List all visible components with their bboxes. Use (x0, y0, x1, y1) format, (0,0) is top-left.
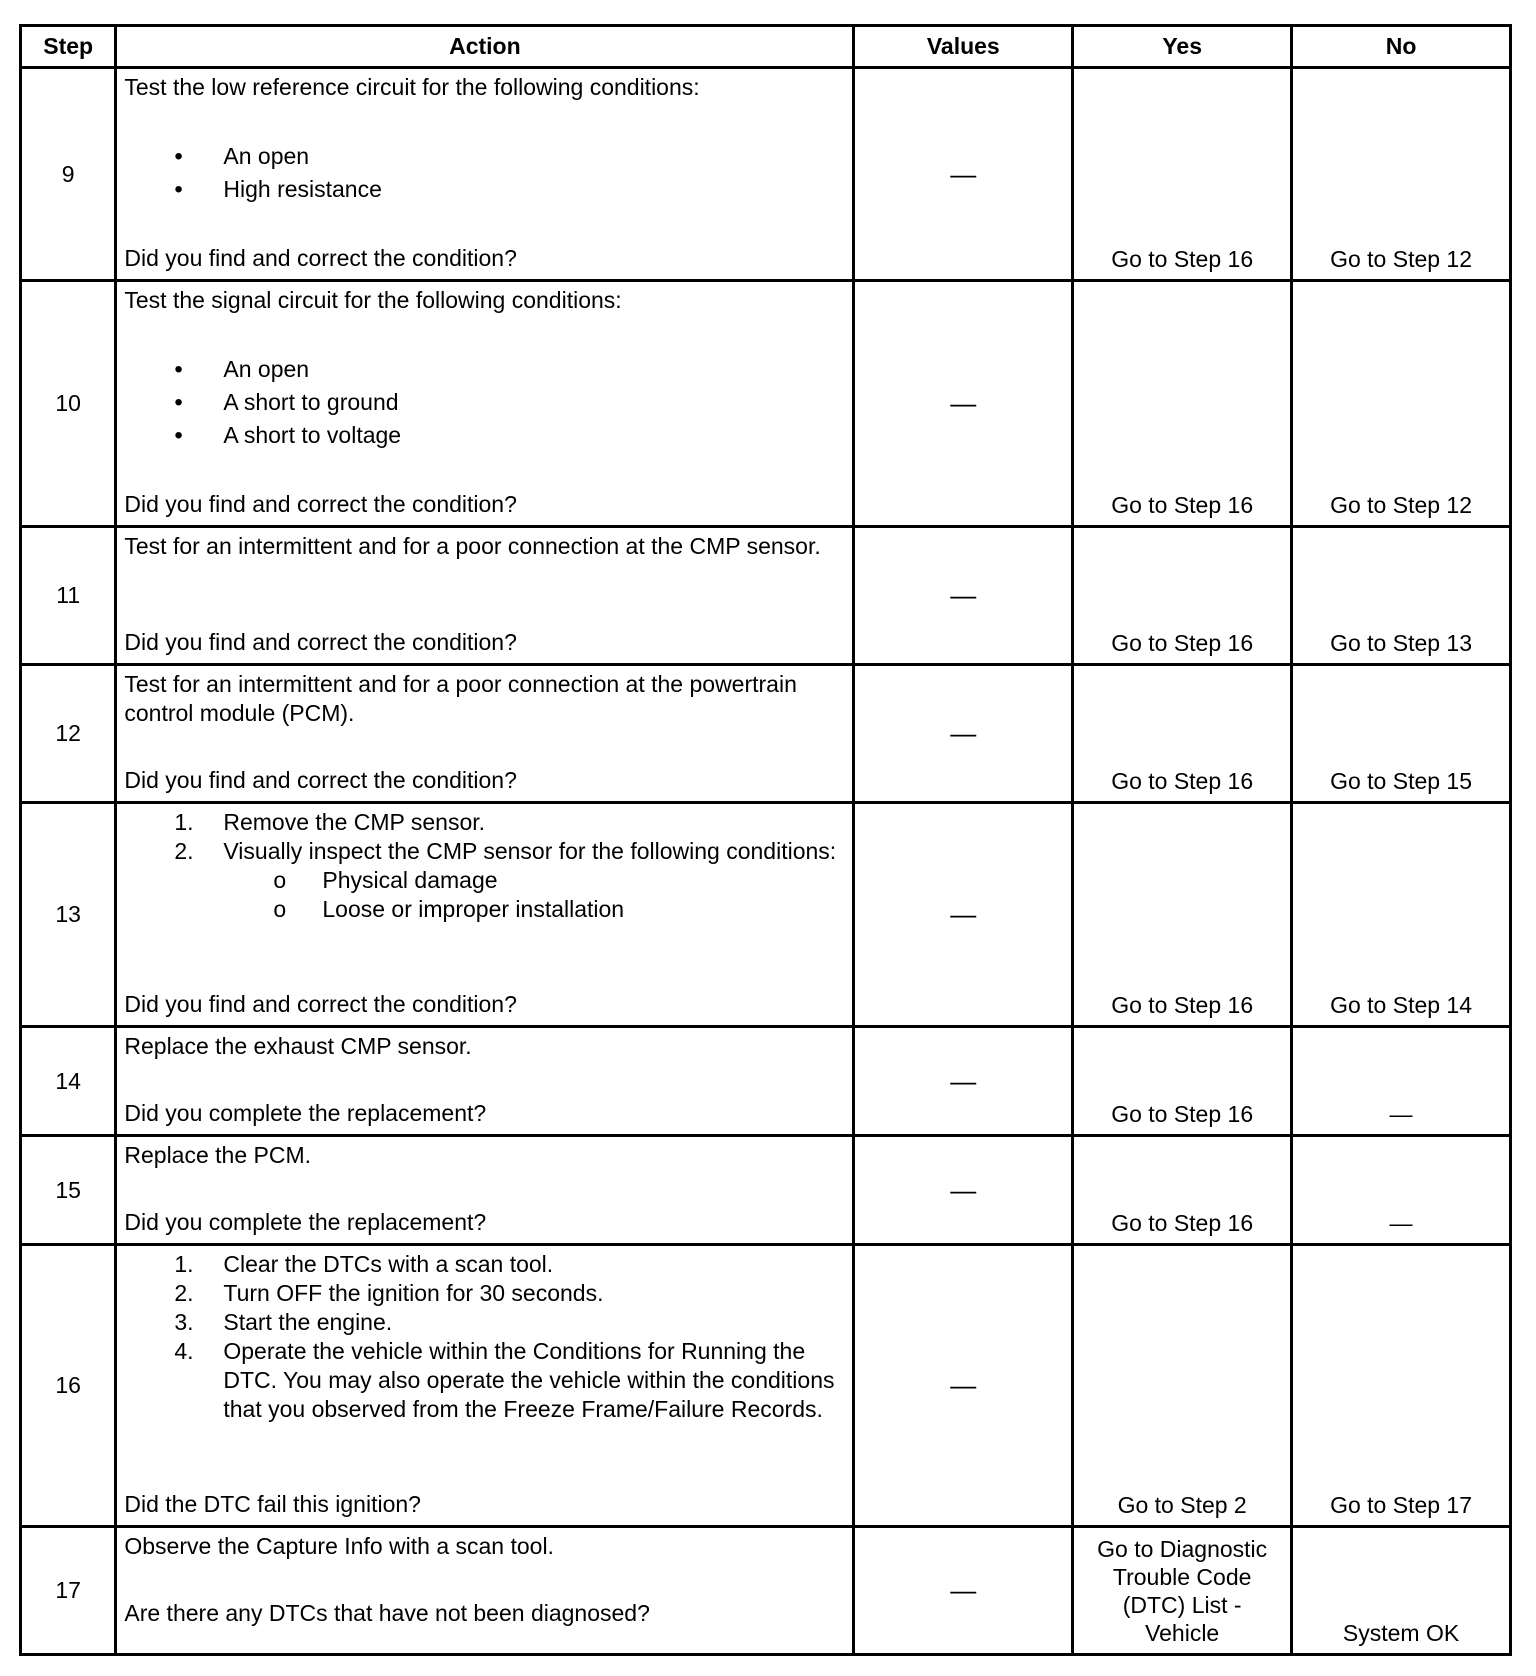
list-number: 3. (174, 1309, 194, 1335)
action-cell (116, 803, 854, 1027)
no-cell: System OK (1292, 1527, 1511, 1655)
action-question: Did you complete the replacement? (124, 1209, 487, 1235)
action-cell (116, 1136, 854, 1245)
list-text: Turn OFF the ignition for 30 seconds. (223, 1280, 604, 1306)
list-item: • An open (124, 140, 846, 173)
step-number: 12 (21, 665, 116, 803)
values-cell: — (854, 527, 1073, 665)
step-number: 11 (21, 527, 116, 665)
list-item (124, 1250, 846, 1279)
step-number: 10 (21, 281, 116, 527)
list-item (124, 1279, 846, 1308)
diagnostic-table (19, 24, 1512, 1656)
action-cell (116, 1527, 854, 1655)
yes-cell: Go to Step 16 (1073, 803, 1292, 1027)
header-yes: Yes (1073, 26, 1292, 68)
sub-list (223, 866, 846, 924)
header-values: Values (854, 26, 1073, 68)
list-text: Operate the vehicle within the Conditions for Running the DTC. You may also operate the vehicle within the conditions that you observed from the Freeze Frame/Failure Records. (223, 1338, 835, 1422)
no-cell: — (1292, 1136, 1511, 1245)
header-no: No (1292, 26, 1511, 68)
list-number: 4. (174, 1338, 194, 1364)
list-number: 1. (174, 809, 194, 835)
procedure-list (124, 1250, 846, 1424)
list-number: 2. (174, 1280, 194, 1306)
list-item: • An open (124, 353, 846, 386)
action-question: Did you find and correct the condition? (124, 991, 517, 1017)
no-cell: — (1292, 1027, 1511, 1136)
list-item (124, 1308, 846, 1337)
action-intro: Test the signal circuit for the following conditions: (124, 287, 622, 313)
action-question: Did you find and correct the condition? (124, 245, 517, 271)
table-row (21, 1245, 1511, 1527)
values-cell: — (854, 1245, 1073, 1527)
table-row (21, 281, 1511, 527)
yes-cell: Go to Step 16 (1073, 1027, 1292, 1136)
sub-bullet-mark: o (273, 867, 287, 893)
action-question: Did you find and correct the condition? (124, 491, 517, 517)
action-cell (116, 1245, 854, 1527)
list-text: Remove the CMP sensor. (223, 809, 486, 835)
action-intro: Test for an intermittent and for a poor connection at the powertrain control module (PCM). (124, 671, 797, 726)
yes-cell: Go to Diagnostic Trouble Code (DTC) List - Vehicle (1073, 1527, 1292, 1655)
yes-cell: Go to Step 16 (1073, 68, 1292, 281)
list-text: Start the engine. (223, 1309, 393, 1335)
step-number: 15 (21, 1136, 116, 1245)
header-row (21, 26, 1511, 68)
step-number: 13 (21, 803, 116, 1027)
action-question: Did you find and correct the condition? (124, 629, 517, 655)
list-item (124, 837, 846, 924)
step-number: 14 (21, 1027, 116, 1136)
action-question: Did the DTC fail this ignition? (124, 1491, 421, 1517)
values-cell: — (854, 803, 1073, 1027)
list-number: 1. (174, 1251, 194, 1277)
sub-list-text: Loose or improper installation (322, 896, 625, 922)
action-intro: Replace the PCM. (124, 1142, 312, 1168)
list-text: Visually inspect the CMP sensor for the following conditions: (223, 838, 837, 864)
condition-list (124, 353, 846, 452)
list-number: 2. (174, 838, 194, 864)
procedure-list (124, 808, 846, 924)
list-item (124, 808, 846, 837)
sub-list-item (223, 866, 846, 895)
values-cell: — (854, 1027, 1073, 1136)
action-intro: Replace the exhaust CMP sensor. (124, 1033, 472, 1059)
yes-cell: Go to Step 16 (1073, 665, 1292, 803)
table-row (21, 803, 1511, 1027)
values-cell: — (854, 281, 1073, 527)
list-text: Clear the DTCs with a scan tool. (223, 1251, 554, 1277)
no-cell: Go to Step 17 (1292, 1245, 1511, 1527)
sub-bullet-mark: o (273, 896, 287, 922)
no-cell: Go to Step 12 (1292, 68, 1511, 281)
values-cell: — (854, 665, 1073, 803)
header-step: Step (21, 26, 116, 68)
yes-cell: Go to Step 16 (1073, 1136, 1292, 1245)
action-intro: Observe the Capture Info with a scan tool. (124, 1533, 554, 1559)
yes-cell: Go to Step 16 (1073, 281, 1292, 527)
header-action: Action (116, 26, 854, 68)
action-question: Did you complete the replacement? (124, 1100, 487, 1126)
step-number: 16 (21, 1245, 116, 1527)
no-cell: Go to Step 12 (1292, 281, 1511, 527)
table-row (21, 68, 1511, 281)
action-cell (116, 281, 854, 527)
list-item (124, 1337, 846, 1424)
action-intro: Test for an intermittent and for a poor connection at the CMP sensor. (124, 533, 821, 559)
yes-cell: Go to Step 2 (1073, 1245, 1292, 1527)
list-item: • A short to voltage (124, 419, 846, 452)
no-cell: Go to Step 15 (1292, 665, 1511, 803)
list-item: • High resistance (124, 173, 846, 206)
sub-list-text: Physical damage (322, 867, 498, 893)
values-cell: — (854, 1527, 1073, 1655)
action-cell (116, 1027, 854, 1136)
yes-cell: Go to Step 16 (1073, 527, 1292, 665)
values-cell: — (854, 1136, 1073, 1245)
table-row (21, 1136, 1511, 1245)
action-question: Did you find and correct the condition? (124, 767, 517, 793)
action-intro: Test the low reference circuit for the following conditions: (124, 74, 700, 100)
step-number: 17 (21, 1527, 116, 1655)
sub-list-item (223, 895, 846, 924)
action-question: Are there any DTCs that have not been diagnosed? (124, 1600, 650, 1626)
no-cell: Go to Step 13 (1292, 527, 1511, 665)
list-item: • A short to ground (124, 386, 846, 419)
action-cell (116, 665, 854, 803)
table-row (21, 1527, 1511, 1655)
action-cell (116, 68, 854, 281)
table-row (21, 527, 1511, 665)
step-number: 9 (21, 68, 116, 281)
action-cell (116, 527, 854, 665)
no-cell: Go to Step 14 (1292, 803, 1511, 1027)
table-row (21, 1027, 1511, 1136)
condition-list (124, 140, 846, 206)
table-row (21, 665, 1511, 803)
values-cell: — (854, 68, 1073, 281)
